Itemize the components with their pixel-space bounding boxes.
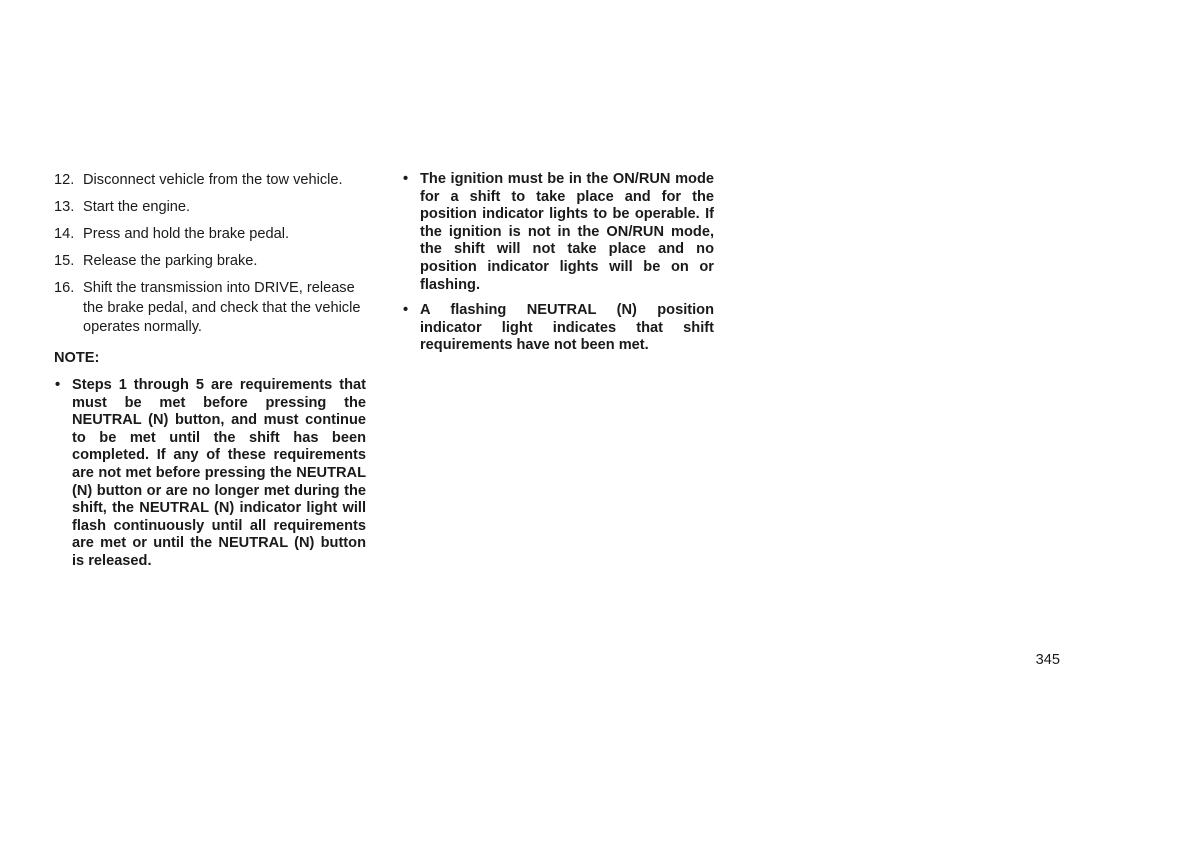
step-text: Press and hold the brake pedal. [83,226,290,242]
left-column [54,171,366,579]
note-text: Steps 1 through 5 are requirements that must be met before pressing the NEUTRAL (N) button, and must continue to be met until the shift has been completed. If any of these requirements are not met before pressing the NEUTRAL (N) button or are no longer met during the shift, the NEUTRAL (N) indicator light will flash continuously until all requirements are met or until the NEUTRAL (N) button is released. [72,377,366,569]
note-bullet [54,377,366,571]
note-list-left [54,377,366,571]
step-number: 15. [54,253,75,269]
page-number: 345 [1035,652,1060,668]
bullet-icon: • [55,377,61,393]
step-item [54,198,366,218]
right-column [402,171,714,363]
bullet-icon: • [403,302,409,319]
step-text: Release the parking brake. [83,253,258,269]
step-item [54,225,366,245]
step-number: 14. [54,226,75,242]
step-number: 12. [54,172,75,188]
step-text: Start the engine. [83,199,191,215]
note-heading: NOTE: [54,349,100,366]
step-item [54,279,366,338]
note-bullet [402,171,714,294]
note-text: The ignition must be in the ON/RUN mode for a shift to take place and for the position indicator lights to be operable. If the ignition is not in the ON/RUN mode, the shift will not take place and no position indicator lights will be on or flashing. [420,171,714,293]
note-text: A flashing NEUTRAL (N) position indicator light indicates that shift requirements have not been met. [420,302,714,354]
step-item [54,252,366,272]
step-text: Shift the transmission into DRIVE, release the brake pedal, and check that the vehicle operates normally. [83,280,361,335]
procedure-steps [54,171,366,338]
step-item [54,171,366,191]
note-bullet [402,302,714,355]
step-number: 16. [54,280,75,296]
note-list-right [402,171,714,355]
step-text: Disconnect vehicle from the tow vehicle. [83,172,343,188]
step-number: 13. [54,199,75,215]
bullet-icon: • [403,171,409,187]
